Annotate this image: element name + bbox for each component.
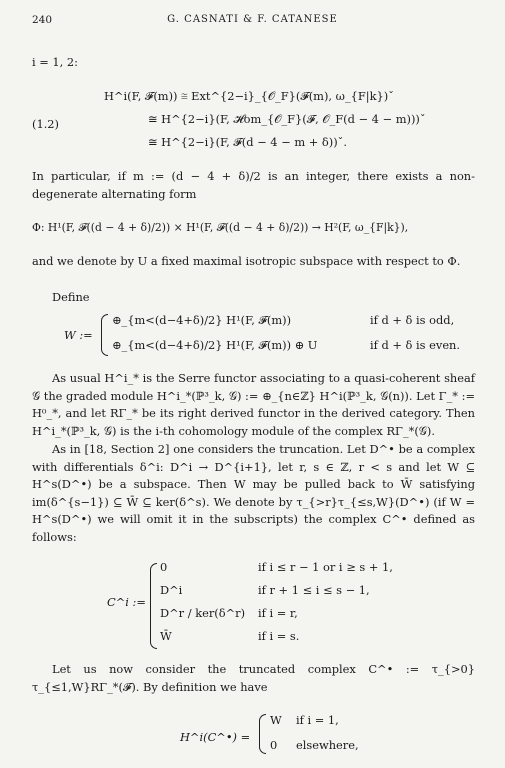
w-def-case-2: ⊕_{m<(d−4+δ)/2} H¹(F, 𝓕(m)) ⊕ U	[112, 338, 318, 352]
h-def-val-1: W	[270, 713, 282, 727]
c-def-cond-1: if i ≤ r − 1 or i ≥ s + 1,	[258, 560, 393, 574]
w-def-cond-1: if d + δ is odd,	[370, 313, 455, 327]
c-def-cond-2: if r + 1 ≤ i ≤ s − 1,	[258, 583, 370, 597]
equation-line-3: ≅ H^{2−i}(F, 𝓕(d − 4 − m + δ))ˇ.	[148, 135, 347, 149]
h-def-cond-2: elsewhere,	[296, 738, 359, 752]
c-def-lhs: C^i :=	[107, 595, 146, 609]
c-def-val-2: D^i	[160, 583, 183, 597]
w-def-cond-2: if d + δ is even.	[370, 338, 461, 352]
w-def-case-1: ⊕_{m<(d−4+δ)/2} H¹(F, 𝓕(m))	[112, 313, 292, 327]
define-label: Define	[52, 290, 90, 304]
h-def-val-2: 0	[270, 738, 278, 752]
c-def-brace	[150, 563, 157, 649]
running-head: G. CASNATI & F. CATANESE	[167, 14, 338, 25]
equation-number: (1.2)	[32, 117, 60, 131]
page-number: 240	[32, 14, 53, 26]
alternating-form: Φ: H¹(F, 𝓕((d − 4 + δ)/2)) × H¹(F, 𝓕((d − 4 + δ)/2)) → H²(F, ω_{F|k}),	[32, 221, 409, 234]
h-def-lhs: H^i(C^•) =	[180, 730, 251, 744]
w-def-lhs: W :=	[64, 328, 93, 342]
c-def-cond-4: if i = s.	[258, 629, 300, 643]
c-def-val-4: W̄	[160, 629, 172, 643]
paragraph-serre-functor: As usual H^i_* is the Serre functor associating to a quasi-coherent sheaf 𝒢 the graded module H^i_*(ℙ³_k, 𝒢) := ⊕_{n∈ℤ} H^i(ℙ³_k, 𝒢(n)). Let Γ_* := H⁰_*, and let RΓ_* be its right derived functor in the derived category. Then H^i_*(ℙ³_k, 𝒢) is the i-th cohomology module of the complex RΓ_*(𝒢).	[32, 371, 475, 438]
h-def-cond-1: if i = 1,	[296, 713, 339, 727]
paragraph-isotropic: and we denote by U a fixed maximal isotropic subspace with respect to Φ.	[32, 254, 461, 268]
equation-line-1: H^i(F, 𝓕(m)) ≅ Ext^{2−i}_{𝒪_F}(𝓕(m), ω_{F|k})ˇ	[104, 89, 394, 103]
index-line: i = 1, 2:	[32, 55, 79, 69]
paragraph-in-particular: In particular, if m := (d − 4 + δ)/2 is an integer, there exists a non-degenerate alternating form	[32, 169, 475, 201]
paragraph-truncation: As in [18, Section 2] one considers the truncation. Let D^• be a complex with differentials δ^i: D^i → D^{i+1}, let r, s ∈ ℤ, r < s and let W ⊆ H^s(D^•) be a subspace. Then W may be pulled back to W̄ satisfying im(δ^{s−1}) ⊆ W̄ ⊆ ker(δ^s). We denote by τ_{>r}τ_{≤s,W}(D^•) (if W = H^s(D^•) we will omit it in the subscripts) the complex C^• defined as follows:	[32, 442, 475, 544]
h-def-brace	[259, 714, 266, 754]
c-def-val-3: D^r / ker(δ^r)	[160, 606, 246, 620]
equation-line-2: ≅ H^{2−i}(F, 𝓗om_{𝒪_F}(𝓕, 𝒪_F(d − 4 − m)))ˇ	[148, 112, 426, 126]
c-def-val-1: 0	[160, 560, 168, 574]
w-def-brace	[101, 314, 108, 356]
page-header	[32, 14, 473, 30]
paragraph-truncated-complex: Let us now consider the truncated complex C^• := τ_{>0}τ_{≤1,W}RΓ_*(𝓕). By definition we have	[32, 662, 475, 694]
c-def-cond-3: if i = r,	[258, 606, 298, 620]
